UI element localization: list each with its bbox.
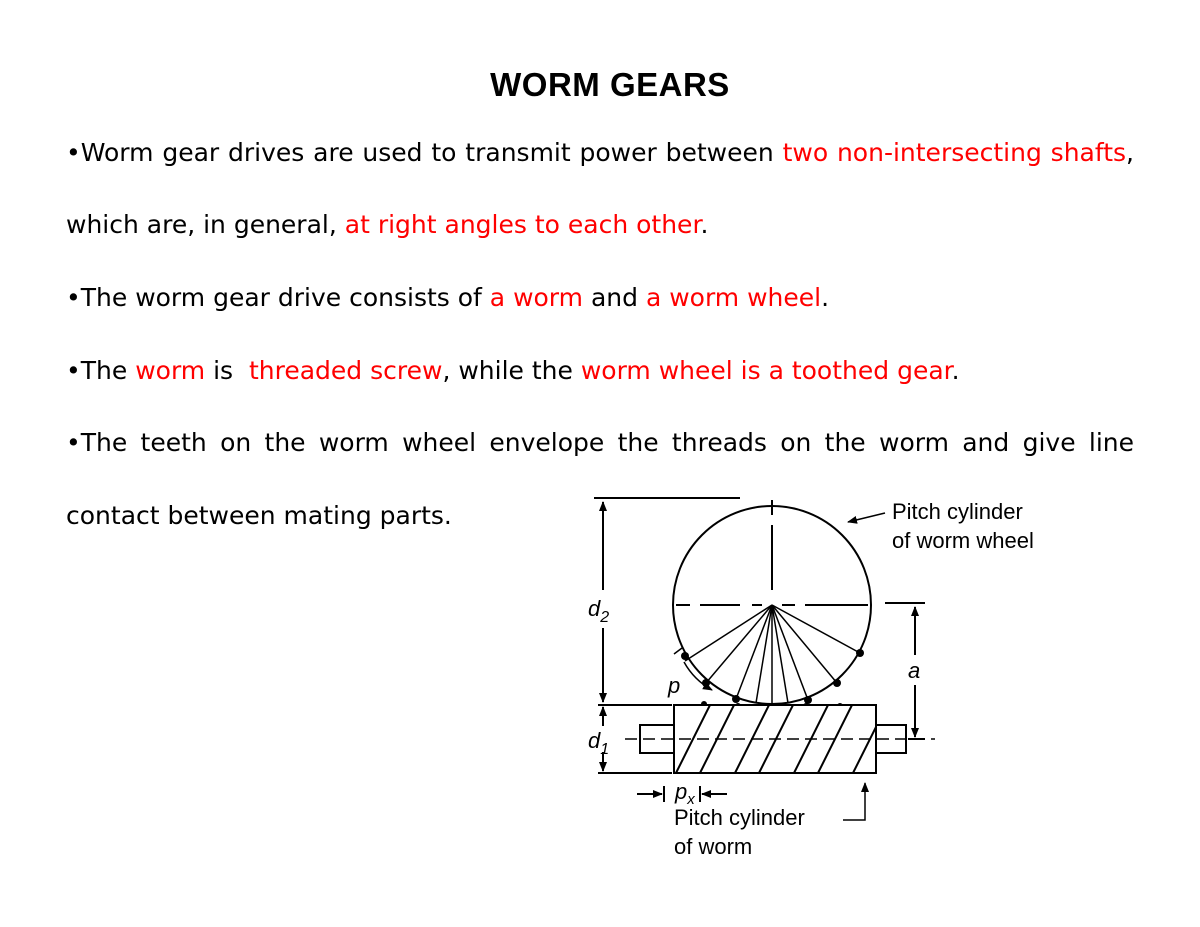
highlight-span: threaded screw <box>248 356 443 385</box>
p-label: p <box>668 673 681 698</box>
highlight-span: worm wheel is a toothed gear <box>580 356 952 385</box>
worm-gear-diagram <box>560 490 1080 870</box>
text-span: . <box>951 356 960 385</box>
highlight-span: worm <box>135 356 206 385</box>
highlight-span: at right angles to each other <box>344 210 701 239</box>
worm-pitch-label-line1: Pitch cylinder <box>674 805 805 830</box>
slide-title: WORM GEARS <box>490 66 730 103</box>
bullet-mark: • <box>66 283 81 312</box>
bullet-4-continuation <box>66 501 452 531</box>
bullet-mark: • <box>66 356 81 385</box>
text-span: The <box>80 356 136 385</box>
text-span: The worm gear drive consists of <box>80 283 490 312</box>
text-span: . <box>700 210 709 239</box>
text-span: is <box>205 356 249 385</box>
bullet-2 <box>66 283 829 313</box>
text-span: , while the <box>442 356 581 385</box>
worm-pitch-label-line2: of worm <box>674 834 753 859</box>
wheel-pitch-label-line1: Pitch cylinder <box>892 499 1023 524</box>
highlight-span: a worm <box>489 283 583 312</box>
bullet-3 <box>66 356 960 386</box>
bullet-mark: • <box>66 428 81 457</box>
d2-dimension <box>594 498 740 705</box>
worm-label-leader <box>843 783 865 820</box>
wheel-label-leader <box>848 513 885 522</box>
a-label: a <box>908 658 921 683</box>
wheel-center-lines <box>676 500 868 605</box>
text-span: contact between mating parts. <box>66 501 452 530</box>
text-span: . <box>821 283 830 312</box>
bullet-mark: • <box>66 138 81 167</box>
highlight-span: two non-intersecting shafts <box>782 138 1127 167</box>
text-span: The teeth on the worm wheel envelope the threads on the worm and give line <box>80 428 1134 457</box>
bullet-1-continuation <box>66 210 708 240</box>
bullet-4 <box>66 428 1134 458</box>
bullet-1 <box>66 138 1134 168</box>
d2-label: $d_2$ <box>588 596 610 626</box>
text-span: , <box>1126 138 1134 167</box>
d1-dimension <box>598 707 672 773</box>
px-label: $p_x$ <box>675 779 695 808</box>
wheel-pitch-label-line2: of worm wheel <box>892 528 1034 553</box>
text-span: and <box>583 283 646 312</box>
worm-body <box>625 705 935 773</box>
text-span: which are, in general, <box>66 210 345 239</box>
d1-label: $d_1$ <box>588 728 610 758</box>
text-span: Worm gear drives are used to transmit power between <box>80 138 783 167</box>
highlight-span: a worm wheel <box>645 283 822 312</box>
